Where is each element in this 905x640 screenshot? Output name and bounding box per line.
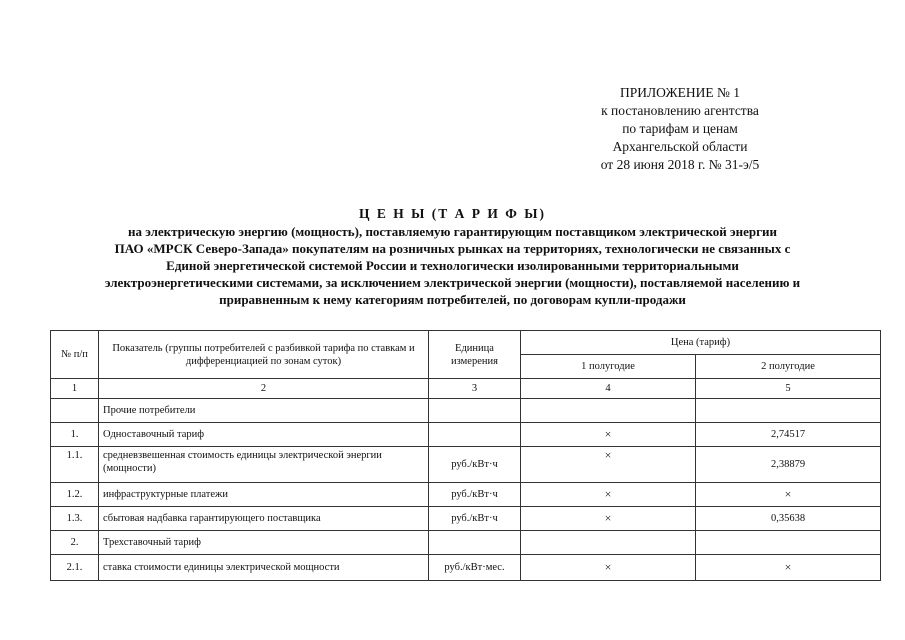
row-h2: × (696, 483, 881, 507)
row-unit: руб./кВт·ч (429, 483, 521, 507)
col-number: 5 (696, 379, 881, 399)
row-h2: 2,74517 (696, 423, 881, 447)
row-num: 1.1. (51, 447, 99, 483)
col-number: 1 (51, 379, 99, 399)
appendix-line: к постановлению агентства (601, 103, 759, 118)
col-number: 2 (99, 379, 429, 399)
table-row (51, 423, 881, 447)
row-name: инфраструктурные платежи (99, 483, 429, 507)
row-h1: × (521, 483, 696, 507)
title-line: электроэнергетическими системами, за исключением электрической энергии (мощности), поставляемой населению и (104, 275, 801, 290)
header-h1: 1 полугодие (521, 355, 696, 379)
row-num: 1. (51, 423, 99, 447)
appendix-line: по тарифам и ценам (622, 121, 738, 136)
document-title (40, 205, 865, 308)
row-h1 (521, 399, 696, 423)
row-h1: × (521, 555, 696, 581)
table-row (51, 447, 881, 483)
row-unit (429, 531, 521, 555)
row-h1: × (521, 447, 696, 483)
header-h2: 2 полугодие (696, 355, 881, 379)
row-h2 (696, 531, 881, 555)
row-num: 2.1. (51, 555, 99, 581)
col-number: 4 (521, 379, 696, 399)
header-indicator: Показатель (группы потребителей с разбивкой тарифа по ставкам и дифференциацией по зонам суток) (99, 331, 429, 379)
row-h1 (521, 531, 696, 555)
appendix-line: ПРИЛОЖЕНИЕ № 1 (619, 85, 741, 100)
title-line: приравненным к нему категориям потребителей, по договорам купли-продажи (219, 292, 686, 307)
appendix-line: Архангельской области (612, 139, 748, 154)
table-row (51, 555, 881, 581)
row-h2: 0,35638 (696, 507, 881, 531)
row-name: сбытовая надбавка гарантирующего поставщика (99, 507, 429, 531)
row-name: Трехставочный тариф (99, 531, 429, 555)
row-num: 2. (51, 531, 99, 555)
row-unit: руб./кВт·ч (429, 447, 521, 483)
row-name: Прочие потребители (99, 399, 429, 423)
row-name: Одноставочный тариф (99, 423, 429, 447)
col-number: 3 (429, 379, 521, 399)
row-h2: × (696, 555, 881, 581)
row-h1: × (521, 423, 696, 447)
row-unit (429, 399, 521, 423)
title-line: на электрическую энергию (мощность), поставляемую гарантирующим поставщиком электрической энергии (127, 224, 778, 239)
title-line: Единой энергетической системой России и технологически изолированными территориальными (166, 258, 739, 273)
title-main: Ц Е Н Ы (Т А Р И Ф Ы) (359, 206, 546, 221)
row-num: 1.2. (51, 483, 99, 507)
row-num (51, 399, 99, 423)
table-row (51, 399, 881, 423)
row-name: ставка стоимости единицы электрической мощности (99, 555, 429, 581)
header-num: № п/п (51, 331, 99, 379)
row-h1: × (521, 507, 696, 531)
tariff-table (50, 330, 881, 581)
table-header-row (51, 331, 881, 355)
header-unit: Единица измерения (429, 331, 521, 379)
row-h2: 2,38879 (696, 447, 881, 483)
column-number-row (51, 379, 881, 399)
table-row (51, 483, 881, 507)
row-unit (429, 423, 521, 447)
title-line: ПАО «МРСК Северо-Запада» покупателям на розничных рынках на территориях, технологически не связанных с (114, 241, 791, 256)
appendix-block (560, 84, 800, 174)
row-num: 1.3. (51, 507, 99, 531)
row-unit: руб./кВт·ч (429, 507, 521, 531)
row-name: средневзвешенная стоимость единицы электрической энергии (мощности) (99, 447, 429, 483)
row-unit: руб./кВт·мес. (429, 555, 521, 581)
table-row (51, 507, 881, 531)
row-h2 (696, 399, 881, 423)
table-row (51, 531, 881, 555)
header-price: Цена (тариф) (521, 331, 881, 355)
appendix-line: от 28 июня 2018 г. № 31-э/5 (600, 157, 760, 172)
